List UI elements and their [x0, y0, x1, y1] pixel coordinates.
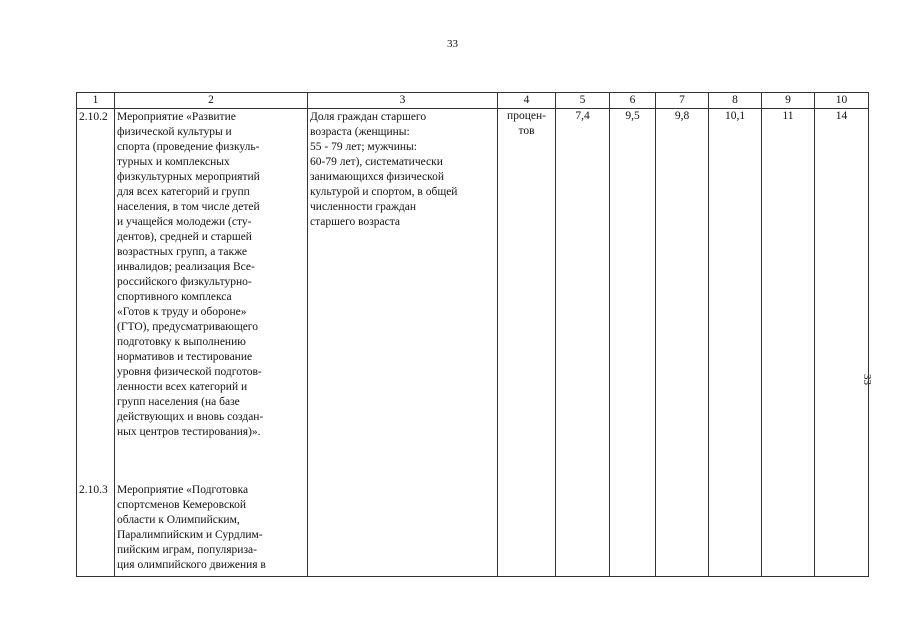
value-cell: 11 [762, 109, 815, 577]
header-cell: 3 [308, 93, 498, 109]
header-cell: 8 [709, 93, 762, 109]
table-header-row [77, 93, 869, 109]
value-cell: 14 [815, 109, 869, 577]
activity-description: Мероприятие «Подготовка спортсменов Кемеровской области к Олимпийским, Паралимпийским и Сурдлим- пийским играм, популяриза- ция олимпийского движения в [117, 484, 266, 571]
value-cell: 7,4 [556, 109, 610, 577]
row-code: 2.10.3 [79, 484, 108, 496]
code-cell [77, 109, 115, 577]
value-cell: 10,1 [709, 109, 762, 577]
header-cell: 6 [610, 93, 656, 109]
unit-text: процен- тов [507, 110, 546, 137]
table-row [77, 109, 869, 577]
header-cell: 1 [77, 93, 115, 109]
page-number-top: 33 [447, 38, 458, 50]
value-cell: 9,8 [656, 109, 709, 577]
row-code: 2.10.2 [79, 111, 108, 123]
header-cell: 10 [815, 93, 869, 109]
header-cell: 2 [115, 93, 308, 109]
header-cell: 7 [656, 93, 709, 109]
activity-cell [115, 109, 308, 577]
header-cell: 4 [498, 93, 556, 109]
header-cell: 5 [556, 93, 610, 109]
page-number-side: 33 [861, 374, 873, 385]
indicator-cell [308, 109, 498, 577]
unit-cell [498, 109, 556, 577]
header-cell: 9 [762, 93, 815, 109]
indicator-text: Доля граждан старшего возраста (женщины: 55 - 79 лет; мужчины: 60-79 лет), систематически занимающихся физической культурой и спортом, в общей численности граждан старшего возраста [310, 111, 458, 228]
indicator-table [76, 92, 869, 577]
activity-description: Мероприятие «Развитие физической культуры и спорта (проведение физкуль- турных и комплексных физкультурных мероприятий для всех категорий и групп населения, в том числе детей и учащейся молодежи (сту- дентов), средней и старшей возрастных групп, а также инвалидов; реализация Все- российского физкультурно- спортивного комплекса «Готов к труду и обороне» (ГТО), предусматривающего подготовку к выполнению нормативов и тестирование уровня физической подготов- ленности всех категорий и групп населения (на базе действующих и вновь создан- ных центров тестирования)». [117, 111, 264, 438]
value-cell: 9,5 [610, 109, 656, 577]
